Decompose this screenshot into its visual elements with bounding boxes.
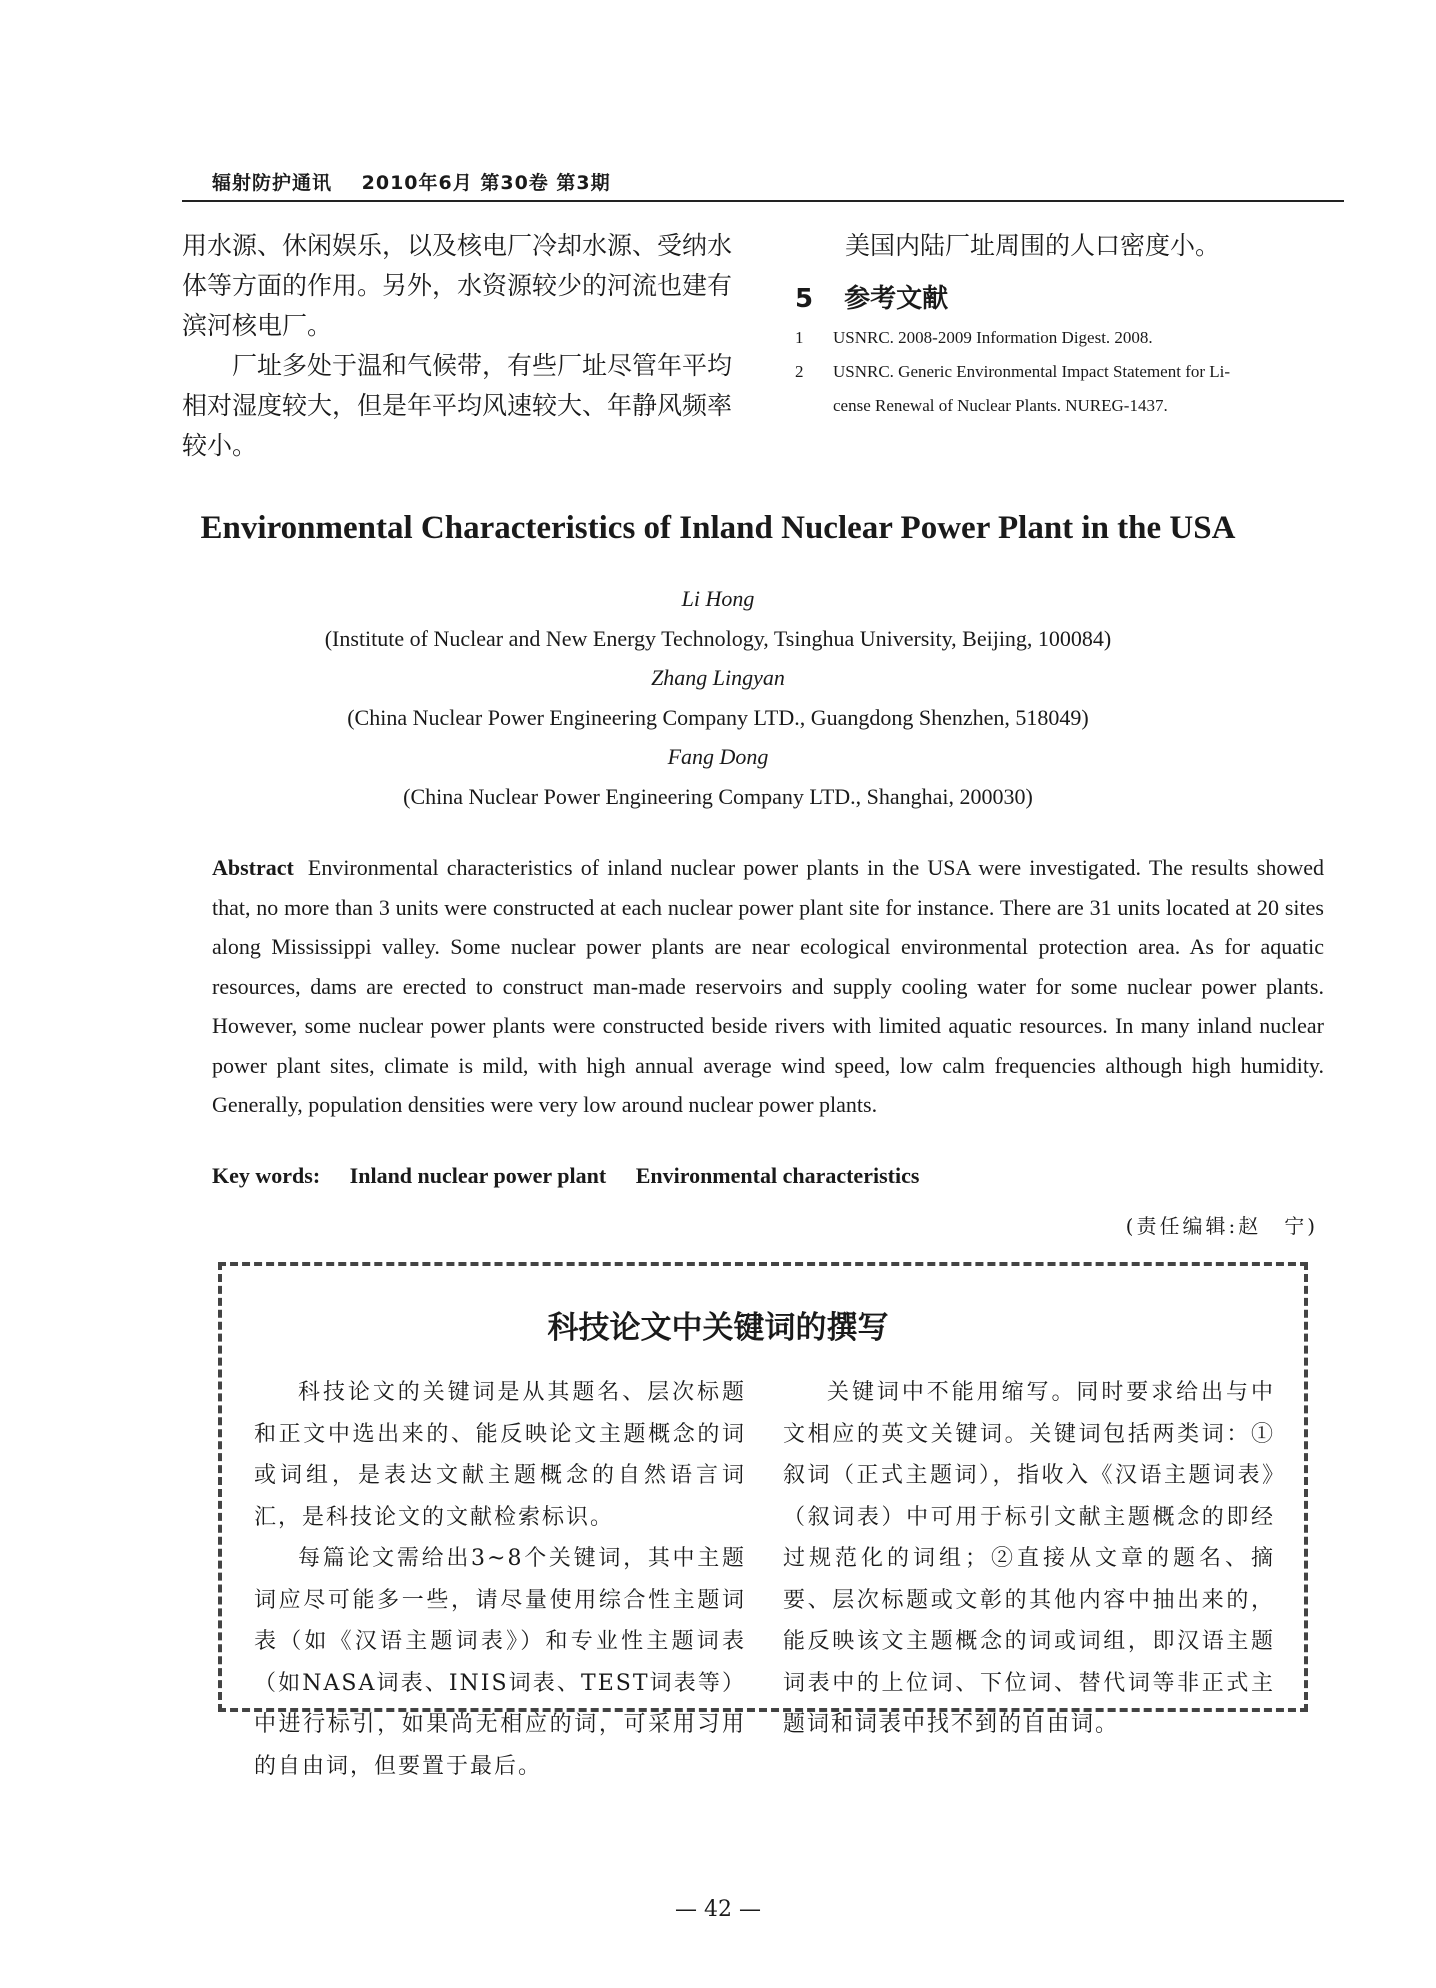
reference-continuation: cense Renewal of Nuclear Plants. NUREG-1437. bbox=[833, 396, 1168, 415]
reference-text: USNRC. 2008-2009 Information Digest. 2008. bbox=[833, 328, 1153, 347]
note-right-column bbox=[783, 1372, 1275, 1746]
header-rule bbox=[182, 200, 1344, 202]
keywords-label: Key words: bbox=[212, 1163, 321, 1188]
note-left-column bbox=[254, 1372, 746, 1787]
keyword-2: Environmental characteristics bbox=[635, 1163, 920, 1188]
abstract-text: Environmental characteristics of inland nuclear power plants in the USA were investigated. The results showed that, no more than 3 units were constructed at each nuclear power plant site for instance. There are 31 units located at 20 sites along Mississippi valley. Some nuclear power plants are near ecological environmental protection area. As for aquatic resources, dams are erected to construct man-made reservoirs and supply cooling water for some nuclear power plants. However, some nuclear power plants were constructed beside rivers with limited aquatic resources. In many inland nuclear power plant sites, climate is mild, with high annual average wind speed, low calm frequencies although high humidity. Generally, population densities were very low around nuclear power plants. bbox=[212, 855, 1324, 1117]
author-name: Zhang Lingyan bbox=[651, 665, 785, 690]
abstract-label: Abstract bbox=[212, 855, 294, 880]
note-box-title: 科技论文中关键词的撰写 bbox=[547, 1310, 889, 1346]
page-number: — 42 — bbox=[675, 1897, 761, 1922]
section-title: 参考文献 bbox=[844, 284, 949, 314]
reference-item bbox=[795, 321, 1345, 355]
issue-info: 2010年6月 第30卷 第3期 bbox=[361, 172, 611, 194]
right-paragraph: 美国内陆厂址周围的人口密度小。 bbox=[845, 231, 1221, 260]
author-name: Li Hong bbox=[681, 586, 755, 611]
reference-number: 1 bbox=[795, 328, 804, 347]
left-paragraph-2: 厂址多处于温和气候带，有些厂址尽管年平均相对湿度较大，但是年平均风速较大、年静风频率较小。 bbox=[182, 351, 733, 460]
section-number: 5 bbox=[795, 284, 814, 314]
keywords bbox=[212, 1163, 919, 1189]
left-column bbox=[182, 226, 742, 466]
english-title: Environmental Characteristics of Inland Nuclear Power Plant in the USA bbox=[200, 510, 1236, 546]
right-column bbox=[795, 226, 1345, 423]
author-name: Fang Dong bbox=[667, 744, 769, 769]
abstract bbox=[212, 848, 1324, 1125]
note-right-paragraph: 关键词中不能用缩写。同时要求给出与中文相应的英文关键词。关键词包括两类词：①叙词（正式主题词），指收入《汉语主题词表》（叙词表）中可用于标引文献主题概念的即经过规范化的词组；②直接从文章的题名、摘要、层次标题或文彰的其他内容中抽出来的，能反映该文主题概念的词或词组，即汉语主题词表中的上位词、下位词、替代词等非正式主题词和词表中找不到的自由词。 bbox=[783, 1380, 1275, 1737]
note-left-paragraph-1: 科技论文的关键词是从其题名、层次标题和正文中选出来的、能反映论文主题概念的词或词组，是表达文献主题概念的自然语言词汇，是科技论文的文献检索标识。 bbox=[254, 1380, 746, 1530]
reference-text: USNRC. Generic Environmental Impact Statement for Li- bbox=[833, 362, 1231, 381]
references-heading bbox=[795, 278, 1345, 315]
reference-item bbox=[795, 355, 1345, 423]
note-left-paragraph-2: 每篇论文需给出3~8个关键词，其中主题词应尽可能多一些，请尽量使用综合性主题词表（如《汉语主题词表》）和专业性主题词表（如NASA词表、INIS词表、TEST词表等）中进行标引，如果尚无相应的词，可采用习用的自由词，但要置于最后。 bbox=[254, 1546, 746, 1779]
journal-name: 辐射防护通讯 bbox=[212, 172, 333, 194]
left-paragraph-1: 用水源、休闲娱乐，以及核电厂冷却水源、受纳水体等方面的作用。另外，水资源较少的河流也建有滨河核电厂。 bbox=[182, 231, 733, 340]
author-affiliation: (Institute of Nuclear and New Energy Technology, Tsinghua University, Beijing, 100084) bbox=[324, 626, 1112, 651]
running-header bbox=[212, 168, 611, 195]
editor-credit: (责任编辑:赵 宁) bbox=[1125, 1214, 1318, 1238]
author-affiliation: (China Nuclear Power Engineering Company LTD., Shanghai, 200030) bbox=[403, 784, 1033, 809]
keyword-1: Inland nuclear power plant bbox=[349, 1163, 607, 1188]
reference-number: 2 bbox=[795, 362, 804, 381]
author-affiliation: (China Nuclear Power Engineering Company LTD., Guangdong Shenzhen, 518049) bbox=[347, 705, 1089, 730]
